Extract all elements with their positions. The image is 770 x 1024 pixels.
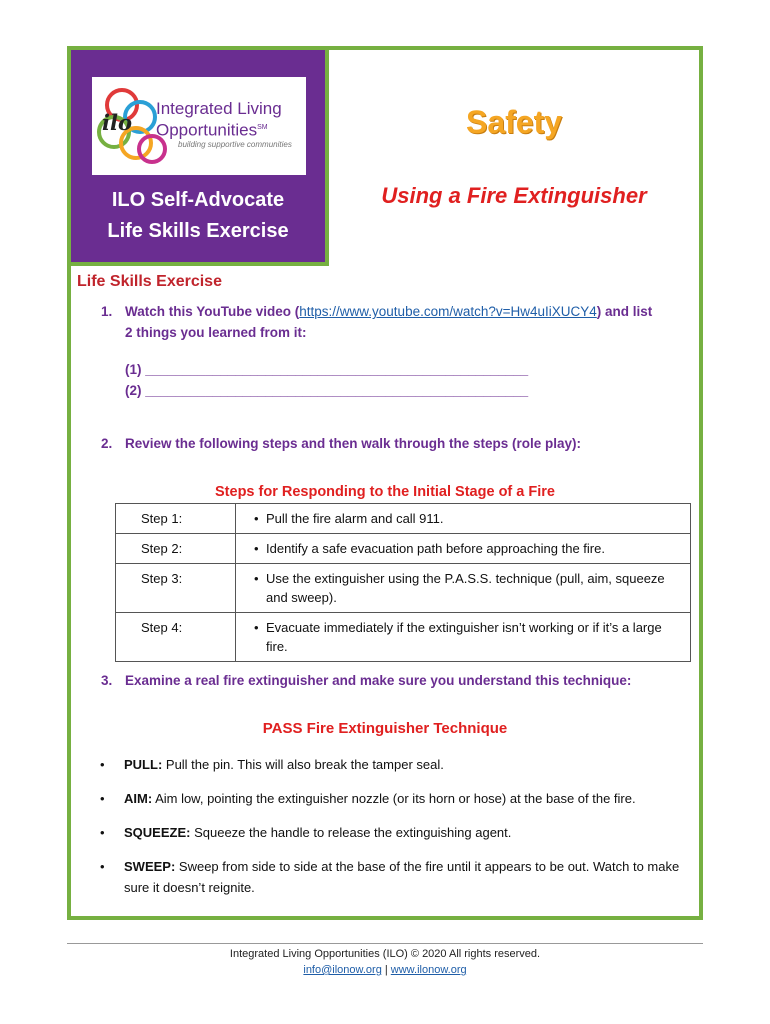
bullet-icon: • (100, 757, 105, 772)
bullet-icon: • (100, 791, 105, 806)
footer-separator: | (381, 964, 391, 976)
title-panel (329, 50, 699, 262)
answer-blank-1[interactable]: (1) ___________________________________________________ (125, 362, 529, 377)
website-link[interactable]: www.ilonow.org (390, 964, 467, 976)
pass-term: SWEEP: (124, 859, 176, 874)
youtube-link[interactable]: https://www.youtube.com/watch?v=Hw4uIiXUCY4 (299, 304, 597, 319)
bullet-icon: • (100, 859, 105, 874)
logo-sm-mark: SM (257, 124, 268, 131)
step-label: Step 2: (116, 534, 236, 564)
logo-panel (71, 50, 329, 266)
step-text: • Evacuate immediately if the extinguisher isn’t working or if it’s a large fire. (236, 613, 691, 662)
question-1-text: Watch this YouTube video ( (125, 304, 300, 319)
self-advocate-line1: ILO Self-Advocate (111, 189, 285, 211)
pass-text: Squeeze the handle to release the extinguishing agent. (190, 825, 512, 840)
pass-text: Pull the pin. This will also break the tamper seal. (162, 757, 444, 772)
step-text: • Identify a safe evacuation path before approaching the fire. (236, 534, 691, 564)
footer (67, 946, 703, 978)
pass-text: Sweep from side to side at the base of the fire until it appears to be out. Watch to make sure it doesn’t reignite. (124, 859, 680, 895)
answer-blank-2[interactable]: (2) ___________________________________________________ (125, 383, 529, 398)
footer-divider (67, 943, 703, 944)
step-label: Step 3: (116, 564, 236, 613)
logo-name-line1: Integrated Living (156, 99, 282, 118)
step-label: Step 4: (116, 613, 236, 662)
logo-name (156, 99, 282, 140)
logo-name-line2: Opportunities (156, 120, 258, 140)
question-number: 3. (101, 673, 113, 688)
self-advocate-line2: Life Skills Exercise (107, 220, 289, 242)
email-link[interactable]: info@ilonow.org (303, 964, 382, 976)
section-title: Life Skills Exercise (77, 273, 222, 290)
logo-tagline: building supportive communities (178, 140, 292, 149)
pass-text: Aim low, pointing the extinguisher nozzle (or its horn or hose) at the base of the fire. (152, 791, 636, 806)
pass-term: SQUEEZE: (124, 825, 191, 840)
step-label: Step 1: (116, 504, 236, 534)
question-1-text-end: ) and list (596, 304, 653, 319)
table-row (116, 504, 691, 534)
table-row (116, 534, 691, 564)
question-number: 1. (101, 304, 113, 319)
steps-table (115, 503, 691, 662)
pass-term: PULL: (124, 757, 163, 772)
pass-technique-title: PASS Fire Extinguisher Technique (262, 720, 508, 737)
steps-table-title: Steps for Responding to the Initial Stage of a Fire (215, 484, 555, 500)
page-subtitle: Using a Fire Extinguisher (381, 183, 647, 208)
step-text: • Use the extinguisher using the P.A.S.S. technique (pull, aim, squeeze and sweep). (236, 564, 691, 613)
table-row (116, 564, 691, 613)
bullet-icon: • (100, 825, 105, 840)
table-row (116, 613, 691, 662)
copyright-text: Integrated Living Opportunities (ILO) © 2020 All rights reserved. (229, 948, 541, 960)
self-advocate-title (71, 185, 325, 247)
logo-ilo-text: ilo (102, 110, 132, 135)
ilo-logo (92, 77, 306, 175)
page-frame (67, 46, 703, 920)
step-text: • Pull the fire alarm and call 911. (236, 504, 691, 534)
question-number: 2. (101, 436, 113, 451)
question-2-text: Review the following steps and then walk through the steps (role play): (125, 436, 582, 451)
pass-term: AIM: (124, 791, 153, 806)
question-3-text: Examine a real fire extinguisher and make sure you understand this technique: (125, 673, 632, 688)
question-1-line2: 2 things you learned from it: (125, 325, 307, 340)
page-title: Safety (465, 104, 563, 140)
